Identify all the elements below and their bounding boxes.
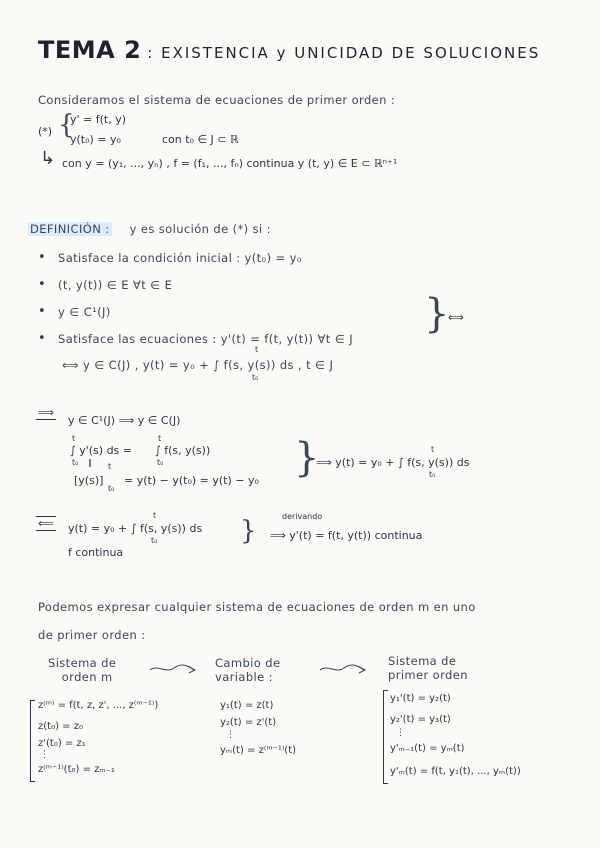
forward-result: ⟹ y(t) = y₀ + ∫ f(s, y(s)) ds — [316, 456, 470, 469]
forward-lower-limit: t₀ — [157, 458, 164, 467]
col1-line-5: z⁽ᵐ⁻¹⁾(t₀) = zₘ₋₁ — [38, 764, 115, 775]
col1-ellipsis: ⋮ — [40, 750, 49, 760]
forward-line-2-right: ∫ f(s, y(s)) — [155, 444, 211, 457]
definition-item-1: Satisface la condición inicial : y(t₀) = y₀ — [58, 251, 302, 265]
col3-line-5: y'ₘ(t) = f(t, y₁(t), ..., yₘ(t)) — [390, 766, 521, 777]
backward-note: derivando — [282, 512, 323, 521]
system-text-line-2: de primer orden : — [38, 628, 146, 642]
hook-arrow-icon: ↳ — [40, 148, 56, 169]
forward-line-3-left: [y(s)] — [74, 474, 104, 487]
definition-item-2: (t, y(t)) ∈ E ∀t ∈ E — [58, 278, 173, 292]
definition-iff: ⟺ — [448, 311, 464, 324]
forward-bracket-lower: t₀ — [108, 484, 115, 493]
system-label: (*) — [38, 125, 53, 138]
definition-heading: DEFINICIÓN : — [30, 222, 110, 236]
col2-header: Cambio de variable : — [215, 656, 281, 684]
intro-sentence: Consideramos el sistema de ecuaciones de primer orden : — [38, 93, 396, 107]
forward-result-lower: t₀ — [429, 470, 436, 479]
col3-bracket — [383, 690, 388, 784]
col2-ellipsis: ⋮ — [226, 730, 235, 740]
backward-line-2: f continua — [68, 546, 124, 559]
col1-bracket — [30, 700, 35, 782]
forward-result-upper: t — [431, 445, 435, 454]
col1-line-1: z⁽ᵐ⁾ = f(t, z, z', ..., z⁽ᵐ⁻¹⁾) — [38, 700, 159, 711]
title-subtitle: : EXISTENCIA y UNICIDAD DE SOLUCIONES — [147, 44, 541, 62]
bullet-icon: • — [38, 250, 46, 265]
forward-line-1: y ∈ C¹(J) ⟹ y ∈ C(J) — [68, 414, 181, 427]
system-text-line-1: Podemos expresar cualquier sistema de ecuaciones de orden m en uno — [38, 600, 476, 614]
col3-line-4: y'ₘ₋₁(t) = yₘ(t) — [390, 743, 465, 754]
title-main: TEMA 2 — [38, 36, 142, 64]
col2-line-1: y₁(t) = z(t) — [220, 700, 274, 711]
forward-equals-vertical: ‖ — [88, 458, 92, 467]
backward-upper-limit: t — [153, 511, 157, 520]
intro-con-line: con y = (y₁, ..., yₙ) , f = (f₁, ..., fₙ) continua y (t, y) ∈ E ⊂ ℝⁿ⁺¹ — [62, 157, 398, 170]
page-title — [38, 36, 540, 64]
definition-item-3: y ∈ C¹(J) — [58, 305, 111, 319]
bullet-icon: • — [38, 304, 46, 319]
backward-result: ⟹ y'(t) = f(t, y(t)) continua — [270, 529, 423, 542]
definition-block — [28, 222, 271, 236]
system-eq2-condition: con t₀ ∈ J ⊂ ℝ — [162, 133, 239, 146]
definition-heading-rest: y es solución de (*) si : — [129, 222, 271, 236]
integral-lower-limit: t₀ — [252, 373, 259, 382]
forward-bracket-upper: t — [108, 462, 112, 471]
col3-line-1: y₁'(t) = y₂(t) — [390, 693, 451, 704]
system-eq1: y' = f(t, y) — [70, 113, 127, 126]
definition-brace: } — [424, 291, 450, 337]
forward-line-3-mid: = y(t) − y(t₀) = y(t) − y₀ — [124, 474, 259, 487]
backward-lower-limit: t₀ — [151, 536, 158, 545]
col1-line-3: z'(t₀) = z₁ — [38, 738, 86, 749]
squiggle-arrow-icon — [148, 662, 198, 676]
system-eq2: y(t₀) = y₀ — [70, 133, 121, 146]
forward-brace: } — [294, 435, 320, 481]
col1-line-2: z(t₀) = z₀ — [38, 721, 83, 732]
system-brace: { — [58, 110, 75, 140]
col3-header: Sistema de primer orden — [388, 654, 468, 682]
backward-brace: } — [240, 516, 257, 546]
col1-header: Sistema de orden m — [48, 656, 117, 684]
forward-upper-limit: t — [72, 434, 76, 443]
col3-ellipsis: ⋮ — [396, 728, 405, 738]
forward-marker: ⟹ — [38, 406, 54, 419]
definition-equivalence: ⟺ y ∈ C(J) , y(t) = y₀ + ∫ f(s, y(s)) ds , t ∈ J — [62, 358, 334, 372]
definition-item-4: Satisface las ecuaciones : y'(t) = f(t, y(t)) ∀t ∈ J — [58, 332, 353, 346]
bullet-icon: • — [38, 331, 46, 346]
forward-lower-limit: t₀ — [72, 458, 79, 467]
integral-upper-limit: t — [255, 345, 259, 354]
forward-line-2-left: ∫ y'(s) ds = — [70, 444, 132, 457]
bullet-icon: • — [38, 277, 46, 292]
backward-marker: ⟸ — [38, 517, 54, 530]
squiggle-arrow-icon — [318, 662, 368, 676]
backward-line-1: y(t) = y₀ + ∫ f(s, y(s)) ds — [68, 522, 203, 535]
col2-line-4: yₘ(t) = z⁽ᵐ⁻¹⁾(t) — [220, 745, 297, 756]
forward-upper-limit: t — [158, 434, 162, 443]
col2-line-2: y₂(t) = z'(t) — [220, 717, 277, 728]
col3-line-2: y₂'(t) = y₃(t) — [390, 714, 451, 725]
